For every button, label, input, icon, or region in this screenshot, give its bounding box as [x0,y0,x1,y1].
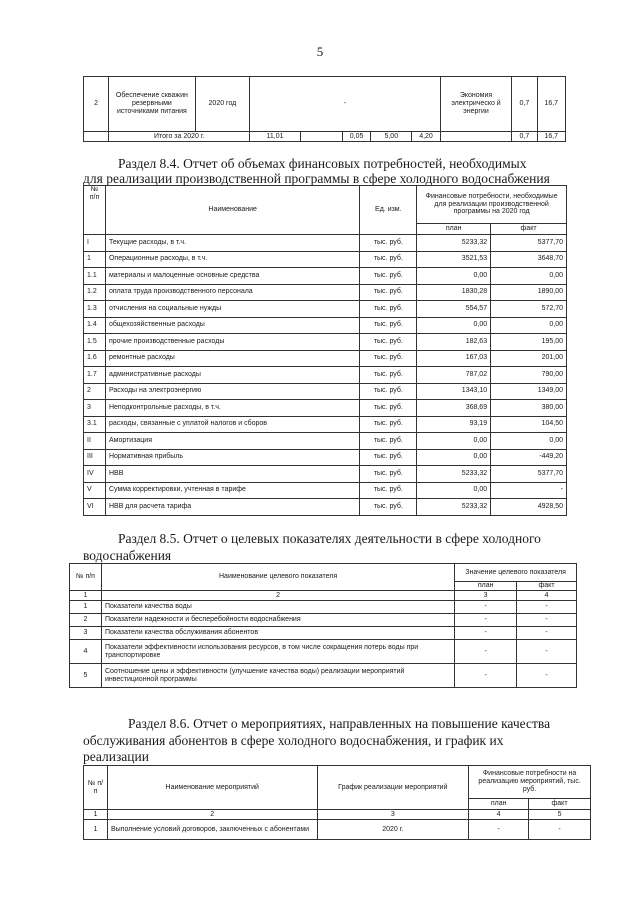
cell-unit: тыс. руб. [360,301,417,318]
top-fragment-table [83,76,566,142]
cell-fact: 0,00 [491,268,567,285]
cell-fact: - [529,820,591,840]
cell-dash: - [250,77,440,132]
cell-unit: тыс. руб. [360,367,417,384]
cell-unit: тыс. руб. [360,449,417,466]
total-label: Итого за 2020 г. [109,132,250,142]
cell-plan: - [455,640,517,664]
cell-name: Соотношение цены и эффективности (улучшение качества воды) реализации мероприятий инвестиционной программы [101,664,454,688]
cell-name: Неподконтрольные расходы, в т.ч. [105,400,359,417]
cell-unit: тыс. руб. [360,416,417,433]
table-row [84,400,567,417]
section-86-title-line3: реализации [83,749,149,764]
section-85-title: Раздел 8.5. Отчет о целевых показателях деятельности в сфере холодного [118,531,541,546]
table-row [84,251,567,268]
header-fin: Финансовые потребности, необходимые для реализации производственной программы на 2020 год [417,186,567,224]
cell-name: Амортизация [105,433,359,450]
cell-fact: - [517,664,577,688]
cell-name: общехозяйственные расходы [105,317,359,334]
table-row [84,367,567,384]
cell-name: отчисления на социальные нужды [105,301,359,318]
table-row [70,627,577,640]
cell-name: административные расходы [105,367,359,384]
cell-num: 3 [70,627,102,640]
section-86-table [83,765,591,840]
cell-unit: тыс. руб. [360,482,417,499]
cell-plan: 787,02 [417,367,491,384]
cell-num: 3 [84,400,106,417]
page-number: 5 [316,44,324,59]
cell-fact: - [517,614,577,627]
colnum: 1 [84,810,108,820]
cell-plan: 3521,53 [417,251,491,268]
header-name: Наименование мероприятий [107,766,317,810]
total-b: 0,05 [342,132,370,142]
cell-unit: тыс. руб. [360,251,417,268]
colnum: 4 [517,591,577,601]
table-row [84,268,567,285]
cell-num: 5 [70,664,102,688]
cell-num: 1.6 [84,350,106,367]
cell-fact: -449,20 [491,449,567,466]
cell-num: 1.4 [84,317,106,334]
table-row [70,614,577,627]
cell-num: 1 [84,251,106,268]
cell-plan: 0,00 [417,482,491,499]
colnum: 3 [317,810,469,820]
total-row [84,132,566,142]
total-a: 11,01 [250,132,301,142]
cell-plan: 1343,10 [417,383,491,400]
cell-num: IV [84,466,106,483]
table-row [70,640,577,664]
total-c: 5,00 [371,132,412,142]
cell-fact: 0,00 [491,317,567,334]
header-plan: план [417,224,491,235]
cell-num: III [84,449,106,466]
cell-name: ремонтные расходы [105,350,359,367]
table-row [84,466,567,483]
cell-name: Расходы на электроэнергию [105,383,359,400]
section-86-title-line2: обслуживания абонентов в сфере холодного водоснабжения, и график их [83,733,504,748]
colnum: 2 [101,591,454,601]
cell-num: 3.1 [84,416,106,433]
cell-name: расходы, связанные с уплатой налогов и сборов [105,416,359,433]
cell-num: 1.1 [84,268,106,285]
table-row [84,284,567,301]
cell-name: Текущие расходы, в т.ч. [105,235,359,252]
colnum: 5 [529,810,591,820]
cell-name: НВВ для расчета тарифа [105,499,359,516]
colnum: 1 [70,591,102,601]
table-row [84,416,567,433]
header-num: № п/п [84,186,106,235]
cell-effect: Экономия электрическо й энергии [440,77,512,132]
cell-fact: - [517,627,577,640]
cell-unit: тыс. руб. [360,334,417,351]
cell-v2: 16,7 [537,77,565,132]
colnum: 4 [469,810,529,820]
header-fact: факт [529,799,591,810]
cell-name: Показатели эффективности использования ресурсов, в том числе сокращения потерь воды при транспортировке [101,640,454,664]
cell-name: оплата труда производственного персонала [105,284,359,301]
table-row [84,383,567,400]
header-num: № п/п [70,564,102,591]
cell-num: II [84,433,106,450]
cell-fact: 3648,70 [491,251,567,268]
header-plan: план [455,582,517,591]
cell-num: V [84,482,106,499]
cell-name: Показатели качества обслуживания абонентов [101,627,454,640]
cell-fact: 572,70 [491,301,567,318]
cell-name: Нормативная прибыль [105,449,359,466]
table-row [84,433,567,450]
header-fact: факт [491,224,567,235]
cell-plan: - [455,664,517,688]
table-row [84,334,567,351]
cell-name: Обеспечение скважин резервными источниками питания [109,77,195,132]
cell-unit: тыс. руб. [360,235,417,252]
cell-fact: - [517,640,577,664]
table-row [84,820,591,840]
cell-unit: тыс. руб. [360,499,417,516]
cell-num: I [84,235,106,252]
total-e: 0,7 [512,132,537,142]
table-row [84,317,567,334]
cell-fact: 104,50 [491,416,567,433]
cell-v1: 0,7 [512,77,537,132]
cell-num: 1.7 [84,367,106,384]
header-plan: план [469,799,529,810]
cell-fact: 0,00 [491,433,567,450]
cell-plan: 368,69 [417,400,491,417]
colnum: 3 [455,591,517,601]
cell-num: 2 [70,614,102,627]
cell-name: Показатели качества воды [101,601,454,614]
section-85-title-line2: водоснабжения [83,548,172,563]
table-row [84,449,567,466]
section-84-body [84,235,567,516]
header-num: № п/п [84,766,108,810]
table-row [84,482,567,499]
cell-plan: 0,00 [417,449,491,466]
cell-plan: - [455,614,517,627]
cell-name: Показатели надежности и бесперебойности водоснабжения [101,614,454,627]
cell-name: Выполнение условий договоров, заключенных с абонентами [107,820,317,840]
cell-unit: тыс. руб. [360,350,417,367]
header-fin: Финансовые потребности на реализацию мероприятий, тыс. руб. [469,766,591,799]
cell-fact: 201,00 [491,350,567,367]
cell-num: 2 [84,383,106,400]
table-row [84,350,567,367]
table-row [84,499,567,516]
section-86-body [84,820,591,840]
cell-plan: 0,00 [417,317,491,334]
cell-name: прочие производственные расходы [105,334,359,351]
cell-plan: 182,63 [417,334,491,351]
table-row [84,301,567,318]
table-row [70,664,577,688]
header-value: Значение целевого показателя [455,564,577,582]
cell-unit: тыс. руб. [360,433,417,450]
total-d: 4,20 [412,132,440,142]
cell-name: Сумма корректировки, учтенная в тарифе [105,482,359,499]
cell-num: 1 [70,601,102,614]
table-row [84,77,566,132]
cell-plan: - [455,627,517,640]
cell-unit: тыс. руб. [360,383,417,400]
cell-plan: 554,57 [417,301,491,318]
section-84-table [83,185,567,516]
cell-plan: 1830,28 [417,284,491,301]
cell-plan: 0,00 [417,268,491,285]
cell-period: 2020 год [195,77,250,132]
cell-plan: 0,00 [417,433,491,450]
cell-num: 2 [84,77,109,132]
cell-num: 1.2 [84,284,106,301]
section-85-table [69,563,577,688]
section-85-body [70,601,577,688]
header-fact: факт [517,582,577,591]
cell-num: VI [84,499,106,516]
section-84-title-line2: для реализации производственной программы в сфере холодного водоснабжения [83,171,550,186]
section-84-title: Раздел 8.4. Отчет об объемах финансовых потребностей, необходимых [118,156,527,171]
cell-fact: - [517,601,577,614]
section-86-title: Раздел 8.6. Отчет о мероприятиях, направленных на повышение качества [128,716,551,731]
cell-name: Операционные расходы, в т.ч. [105,251,359,268]
cell-schedule: 2020 г. [317,820,469,840]
cell-num: 1.3 [84,301,106,318]
cell-plan: - [469,820,529,840]
cell-name: материалы и малоценные основные средства [105,268,359,285]
cell-unit: тыс. руб. [360,268,417,285]
column-numbers-row [70,591,577,601]
cell-unit: тыс. руб. [360,466,417,483]
cell-num: 1 [84,820,108,840]
total-f: 16,7 [537,132,565,142]
header-name: Наименование целевого показателя [101,564,454,591]
cell-fact: 5377,70 [491,235,567,252]
cell-num: 4 [70,640,102,664]
header-name: Наименование [105,186,359,235]
cell-fact: 195,00 [491,334,567,351]
cell-fact: - [491,482,567,499]
cell-name: НВВ [105,466,359,483]
cell-fact: 1890,00 [491,284,567,301]
column-numbers-row [84,810,591,820]
cell-plan: 5233,32 [417,499,491,516]
cell-plan: 5233,32 [417,466,491,483]
cell-plan: - [455,601,517,614]
cell-fact: 380,00 [491,400,567,417]
cell-num: 1.5 [84,334,106,351]
cell-unit: тыс. руб. [360,400,417,417]
header-unit: Ед. изм. [360,186,417,235]
cell-plan: 5233,32 [417,235,491,252]
cell-plan: 167,03 [417,350,491,367]
cell-fact: 4928,50 [491,499,567,516]
cell-unit: тыс. руб. [360,284,417,301]
cell-fact: 1349,00 [491,383,567,400]
header-schedule: График реализации мероприятий [317,766,469,810]
cell-fact: 790,00 [491,367,567,384]
table-row [70,601,577,614]
cell-plan: 93,19 [417,416,491,433]
colnum: 2 [107,810,317,820]
cell-fact: 5377,70 [491,466,567,483]
table-row [84,235,567,252]
cell-unit: тыс. руб. [360,317,417,334]
